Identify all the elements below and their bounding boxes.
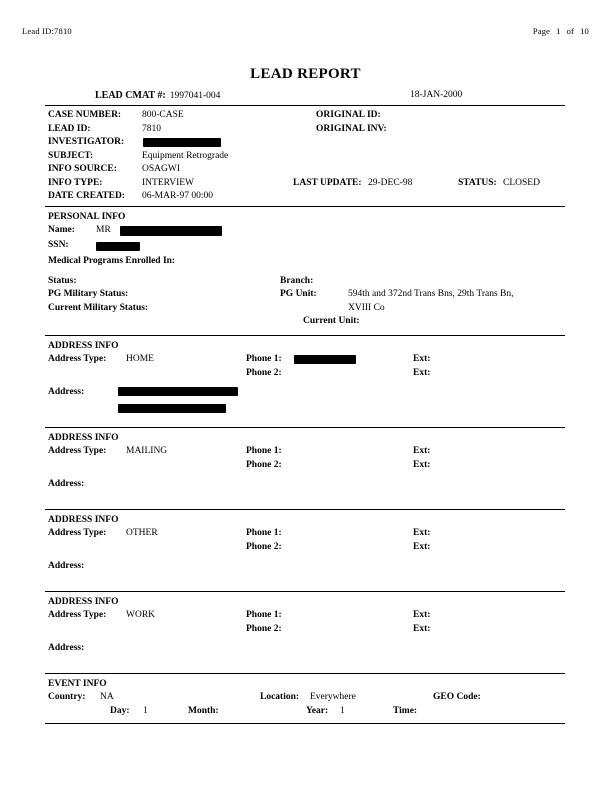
medical-programs-label: Medical Programs Enrolled In: xyxy=(48,255,176,266)
row-event-date xyxy=(48,705,565,719)
address-section-title: ADDRESS INFO xyxy=(48,515,119,525)
row-address-type xyxy=(48,445,565,459)
row-info-source xyxy=(48,163,565,177)
time-label: Time: xyxy=(393,705,418,716)
row-phone2 xyxy=(48,459,565,473)
month-label: Month: xyxy=(188,705,219,716)
divider-under-address-4 xyxy=(45,673,565,674)
original-inv-label: ORIGINAL INV: xyxy=(316,123,387,134)
event-info-title: EVENT INFO xyxy=(48,679,107,689)
row-address-type xyxy=(48,609,565,623)
divider-under-case xyxy=(45,206,565,207)
redaction-name xyxy=(120,226,222,236)
cmat-date: 18-JAN-2000 xyxy=(410,90,463,100)
row-subject xyxy=(48,150,565,164)
address-type-value: WORK xyxy=(126,610,156,620)
pg-military-status-label: PG Military Status: xyxy=(48,289,129,299)
row-current-military-status xyxy=(48,302,565,316)
pg-unit-label: PG Unit: xyxy=(280,289,317,299)
row-status-branch xyxy=(48,275,565,289)
address-info-block xyxy=(45,431,565,507)
status-value: CLOSED xyxy=(503,177,540,188)
name-prefix: MR xyxy=(96,224,111,235)
ext1-label: Ext: xyxy=(413,446,431,456)
year-value: 1 xyxy=(340,705,345,716)
ext1-label: Ext: xyxy=(413,610,431,620)
page-number: 1 xyxy=(556,26,561,36)
row-medical-programs xyxy=(48,255,565,275)
location-label: Location: xyxy=(260,692,300,702)
day-value: 1 xyxy=(143,705,148,716)
row-name xyxy=(48,224,565,239)
lead-id-value: 7810 xyxy=(142,123,161,134)
redaction-address-line1 xyxy=(118,387,238,396)
address-type-label: Address Type: xyxy=(48,354,107,364)
address-type-value: OTHER xyxy=(126,528,158,538)
divider-under-address-1 xyxy=(45,427,565,428)
case-info-block xyxy=(45,109,565,204)
ext2-label: Ext: xyxy=(413,541,431,552)
page-total: 10 xyxy=(580,26,589,36)
divider-under-personal xyxy=(45,335,565,336)
divider-under-cmat xyxy=(45,105,565,106)
lead-id-label: LEAD ID: xyxy=(48,123,91,134)
address-info-block xyxy=(45,595,565,671)
phone1-label: Phone 1: xyxy=(246,354,282,364)
phone2-label: Phone 2: xyxy=(246,623,282,634)
row-investigator xyxy=(48,136,565,150)
address-label: Address: xyxy=(48,479,85,489)
address-section-title: ADDRESS INFO xyxy=(48,433,119,443)
row-pg-military-status xyxy=(48,288,565,302)
row-phone2 xyxy=(48,367,565,381)
phone1-label: Phone 1: xyxy=(246,446,282,456)
header-lead-id-value: 7810 xyxy=(54,26,72,36)
page-title: LEAD REPORT xyxy=(250,66,361,82)
phone2-label: Phone 2: xyxy=(246,541,282,552)
redaction-address-line2 xyxy=(118,404,226,413)
row-info-type xyxy=(48,177,565,191)
date-created-label: DATE CREATED: xyxy=(48,191,125,201)
investigator-label: INVESTIGATOR: xyxy=(48,137,125,147)
status-label: STATUS: xyxy=(458,177,497,188)
redaction-phone1 xyxy=(294,355,356,364)
last-update-value: 29-DEC-98 xyxy=(368,177,413,188)
row-lead-id xyxy=(48,123,565,137)
address-type-label: Address Type: xyxy=(48,528,107,538)
page-label: Page xyxy=(532,26,551,36)
personal-status-label: Status: xyxy=(48,275,77,286)
row-event-country xyxy=(48,691,565,705)
info-source-value: OSAGWI xyxy=(142,164,180,174)
header-lead-id-label: Lead ID: xyxy=(22,26,55,36)
year-label: Year: xyxy=(306,705,329,716)
redaction-ssn xyxy=(96,242,140,251)
address-label: Address: xyxy=(48,387,85,397)
address-type-value: HOME xyxy=(126,354,154,364)
cmat-label: LEAD CMAT #: xyxy=(95,90,166,101)
name-label: Name: xyxy=(48,224,75,235)
subject-label: SUBJECT: xyxy=(48,150,94,161)
address-label: Address: xyxy=(48,643,85,653)
row-address xyxy=(48,560,565,586)
ext2-label: Ext: xyxy=(413,459,431,470)
row-address xyxy=(48,478,565,504)
address-info-block xyxy=(45,339,565,425)
address-type-value: MAILING xyxy=(126,446,168,456)
ext1-label: Ext: xyxy=(413,528,431,538)
divider-under-address-2 xyxy=(45,509,565,510)
cmat-row xyxy=(45,90,565,103)
ext1-label: Ext: xyxy=(413,354,431,364)
info-type-label: INFO TYPE: xyxy=(48,177,103,188)
row-date-created xyxy=(48,190,565,204)
personal-info-block xyxy=(45,210,565,334)
report-body xyxy=(45,90,565,727)
row-phone2 xyxy=(48,541,565,555)
phone1-label: Phone 1: xyxy=(246,610,282,620)
day-label: Day: xyxy=(110,705,130,716)
address-section-title: ADDRESS INFO xyxy=(48,341,119,351)
row-current-unit xyxy=(48,315,565,333)
row-case-number xyxy=(48,109,565,123)
phone2-label: Phone 2: xyxy=(246,459,282,470)
info-type-value: INTERVIEW xyxy=(142,177,194,188)
location-value: Everywhere xyxy=(310,692,356,702)
ext2-label: Ext: xyxy=(413,367,431,378)
row-address-type xyxy=(48,353,565,367)
geo-code-label: GEO Code: xyxy=(433,692,481,702)
header-page-number xyxy=(527,26,589,36)
ext2-label: Ext: xyxy=(413,623,431,634)
address-type-label: Address Type: xyxy=(48,610,107,620)
country-value: NA xyxy=(100,692,114,702)
header-lead-id xyxy=(22,26,72,36)
info-source-label: INFO SOURCE: xyxy=(48,164,117,174)
case-number-value: 800-CASE xyxy=(142,110,184,120)
row-address-type xyxy=(48,527,565,541)
page-of-label: of xyxy=(566,26,575,36)
last-update-label: LAST UPDATE: xyxy=(293,177,362,188)
row-address xyxy=(48,386,565,416)
personal-info-title: PERSONAL INFO xyxy=(48,211,126,222)
address-type-label: Address Type: xyxy=(48,446,107,456)
redaction-investigator xyxy=(143,138,221,147)
case-number-label: CASE NUMBER: xyxy=(48,110,122,120)
address-section-title: ADDRESS INFO xyxy=(48,597,119,607)
cmat-value: 1997041-004 xyxy=(169,91,221,101)
address-label: Address: xyxy=(48,561,85,571)
row-ssn xyxy=(48,239,565,255)
row-phone2 xyxy=(48,623,565,637)
pg-unit-value-line1: 594th and 372nd Trans Bns, 29th Trans Bn, xyxy=(348,289,514,299)
phone2-label: Phone 2: xyxy=(246,367,282,378)
page-header xyxy=(22,26,589,36)
event-info-block xyxy=(45,677,565,721)
divider-under-address-3 xyxy=(45,591,565,592)
original-id-label: ORIGINAL ID: xyxy=(316,110,381,120)
address-info-block xyxy=(45,513,565,589)
current-unit-label: Current Unit: xyxy=(303,316,360,326)
divider-under-event xyxy=(45,723,565,724)
branch-label: Branch: xyxy=(280,275,314,286)
row-address xyxy=(48,642,565,668)
ssn-label: SSN: xyxy=(48,239,69,250)
current-military-status-label: Current Military Status: xyxy=(48,302,149,313)
subject-value: Equipment Retrograde xyxy=(142,150,229,161)
country-label: Country: xyxy=(48,692,86,702)
date-created-value: 06-MAR-97 00:00 xyxy=(142,191,213,201)
phone1-label: Phone 1: xyxy=(246,528,282,538)
pg-unit-value-line2: XVIII Co xyxy=(348,302,385,313)
